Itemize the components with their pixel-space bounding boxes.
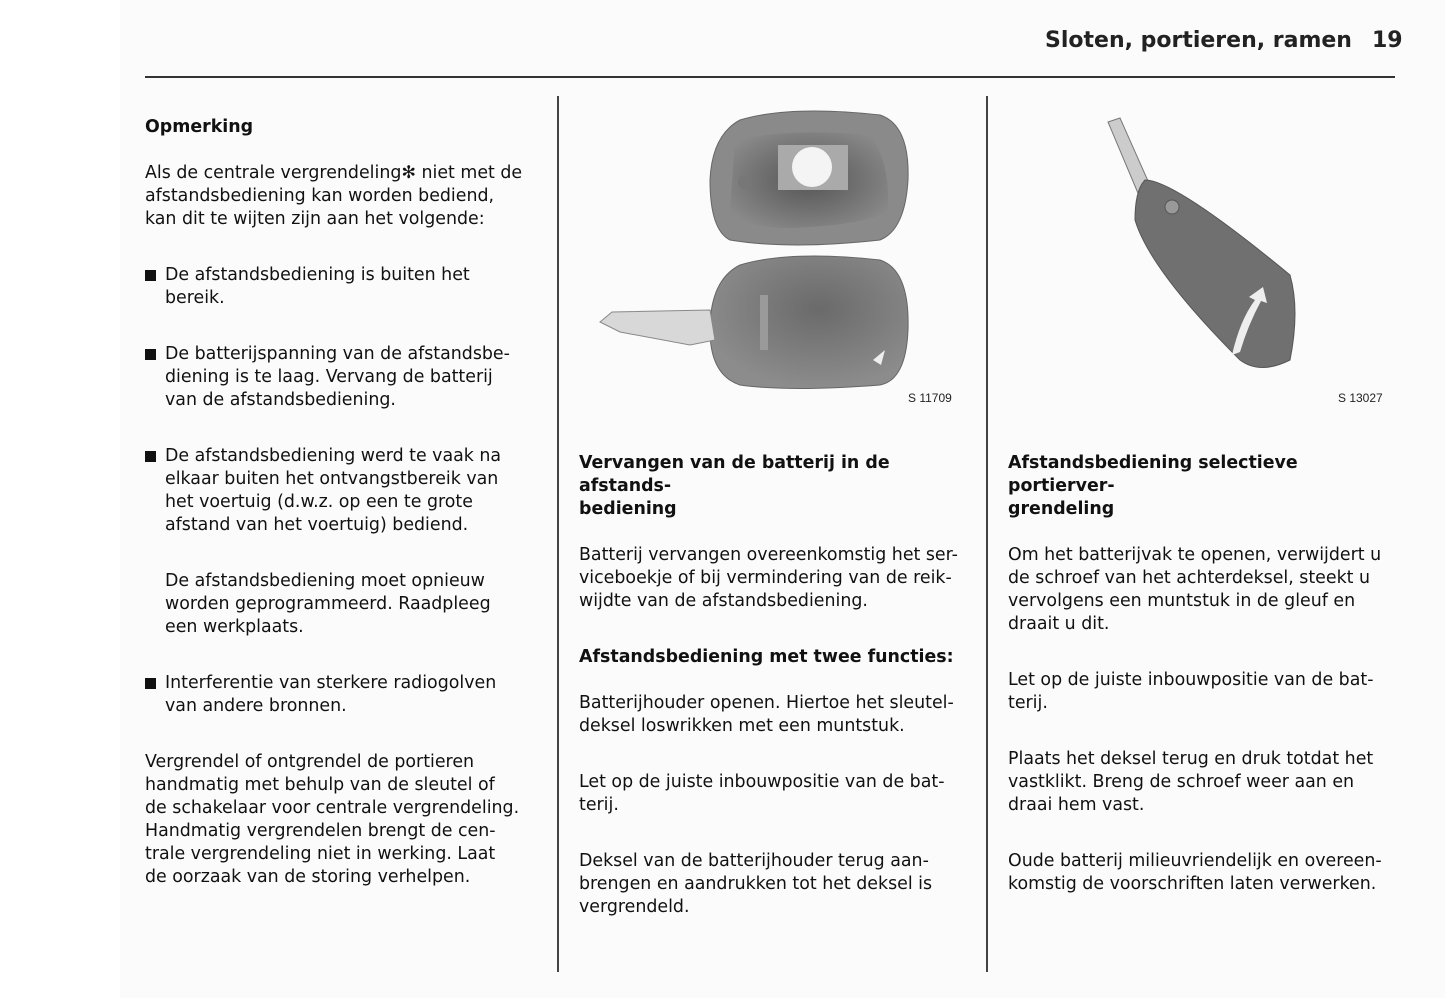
closing-paragraph: Vergrendel of ontgrendel de portieren handmatig met behulp van de sleutel of de schakelaar voor centrale vergrendeling. Handmatig vergrendelen brengt de cen- trale vergrendeling niet in werking. Laat de oorzaak van de storing verhelpen. bbox=[145, 752, 520, 887]
key-battery-illustration bbox=[590, 100, 920, 390]
section-heading: Afstandsbediening selectieve portierver- grendeling bbox=[1008, 453, 1298, 519]
figure-caption: S 13027 bbox=[1338, 391, 1383, 405]
list-item bbox=[145, 343, 545, 412]
note-intro-text: Als de centrale vergrendeling bbox=[145, 163, 402, 183]
list-item-text: Interferentie van sterkere radiogolven van andere bronnen. bbox=[165, 673, 497, 716]
list-item bbox=[145, 264, 545, 310]
sub-heading: Afstandsbediening met twee functies: bbox=[579, 647, 954, 667]
paragraph: Let op de juiste inbouwpositie van de bat- terij. bbox=[1008, 670, 1374, 713]
column-3 bbox=[1008, 429, 1408, 929]
paragraph: Deksel van de batterijhouder terug aan- brengen en aandrukken tot het deksel is vergrendeld. bbox=[579, 851, 933, 917]
flip-key-illustration bbox=[1090, 110, 1310, 380]
page-number: 19 bbox=[1372, 28, 1403, 53]
column-1 bbox=[145, 93, 545, 922]
paragraph: Oude batterij milieuvriendelijk en overeen- komstig de voorschriften laten verwerken. bbox=[1008, 851, 1382, 894]
paragraph: Om het batterijvak te openen, verwijdert u de schroef van het achterdeksel, steekt u vervolgens een muntstuk in de gleuf en draait u dit. bbox=[1008, 545, 1382, 634]
indented-note: De afstandsbediening moet opnieuw worden geprogrammeerd. Raadpleeg een werkplaats. bbox=[165, 571, 491, 637]
note-title: Opmerking bbox=[145, 117, 254, 137]
list-item-text: De afstandsbediening is buiten het bereik. bbox=[165, 265, 470, 308]
paragraph: Batterijhouder openen. Hiertoe het sleutel- deksel loswrikken met een muntstuk. bbox=[579, 693, 954, 736]
section-title: Sloten, portieren, ramen bbox=[1045, 28, 1352, 53]
section-heading: Vervangen van de batterij in de afstands- bediening bbox=[579, 453, 890, 519]
page-margin bbox=[0, 0, 120, 998]
note-intro bbox=[145, 162, 545, 231]
list-item-text: De batterijspanning van de afstandsbe- diening is te laag. Vervang de batterij van de afstandsbediening. bbox=[165, 344, 510, 410]
bullet-icon bbox=[145, 678, 156, 689]
paragraph: Let op de juiste inbouwpositie van de bat- terij. bbox=[579, 772, 945, 815]
column-divider bbox=[557, 96, 559, 972]
bullet-icon bbox=[145, 451, 156, 462]
list-item bbox=[145, 445, 545, 537]
column-2 bbox=[579, 429, 974, 952]
column-divider bbox=[986, 96, 988, 972]
figure-caption: S 11709 bbox=[908, 391, 952, 405]
central-locking-icon: ✻ bbox=[401, 163, 416, 183]
paragraph: Plaats het deksel terug en druk totdat het vastklikt. Breng de schroef weer aan en draai hem vast. bbox=[1008, 749, 1374, 815]
list-item bbox=[145, 672, 545, 718]
paragraph: Batterij vervangen overeenkomstig het ser- viceboekje of bij vermindering van de reik- wijdte van de afstandsbediening. bbox=[579, 545, 958, 611]
header-rule bbox=[145, 76, 1395, 78]
list-item-text: De afstandsbediening werd te vaak na elkaar buiten het ontvangstbereik van het voertuig (d.w.z. op een te grote afstand van het voertuig) bediend. bbox=[165, 446, 502, 535]
bullet-icon bbox=[145, 349, 156, 360]
note-intro-text: niet met de afstandsbediening kan worden bediend, kan dit te wijten zijn aan het volgende: bbox=[145, 163, 523, 229]
bullet-icon bbox=[145, 270, 156, 281]
